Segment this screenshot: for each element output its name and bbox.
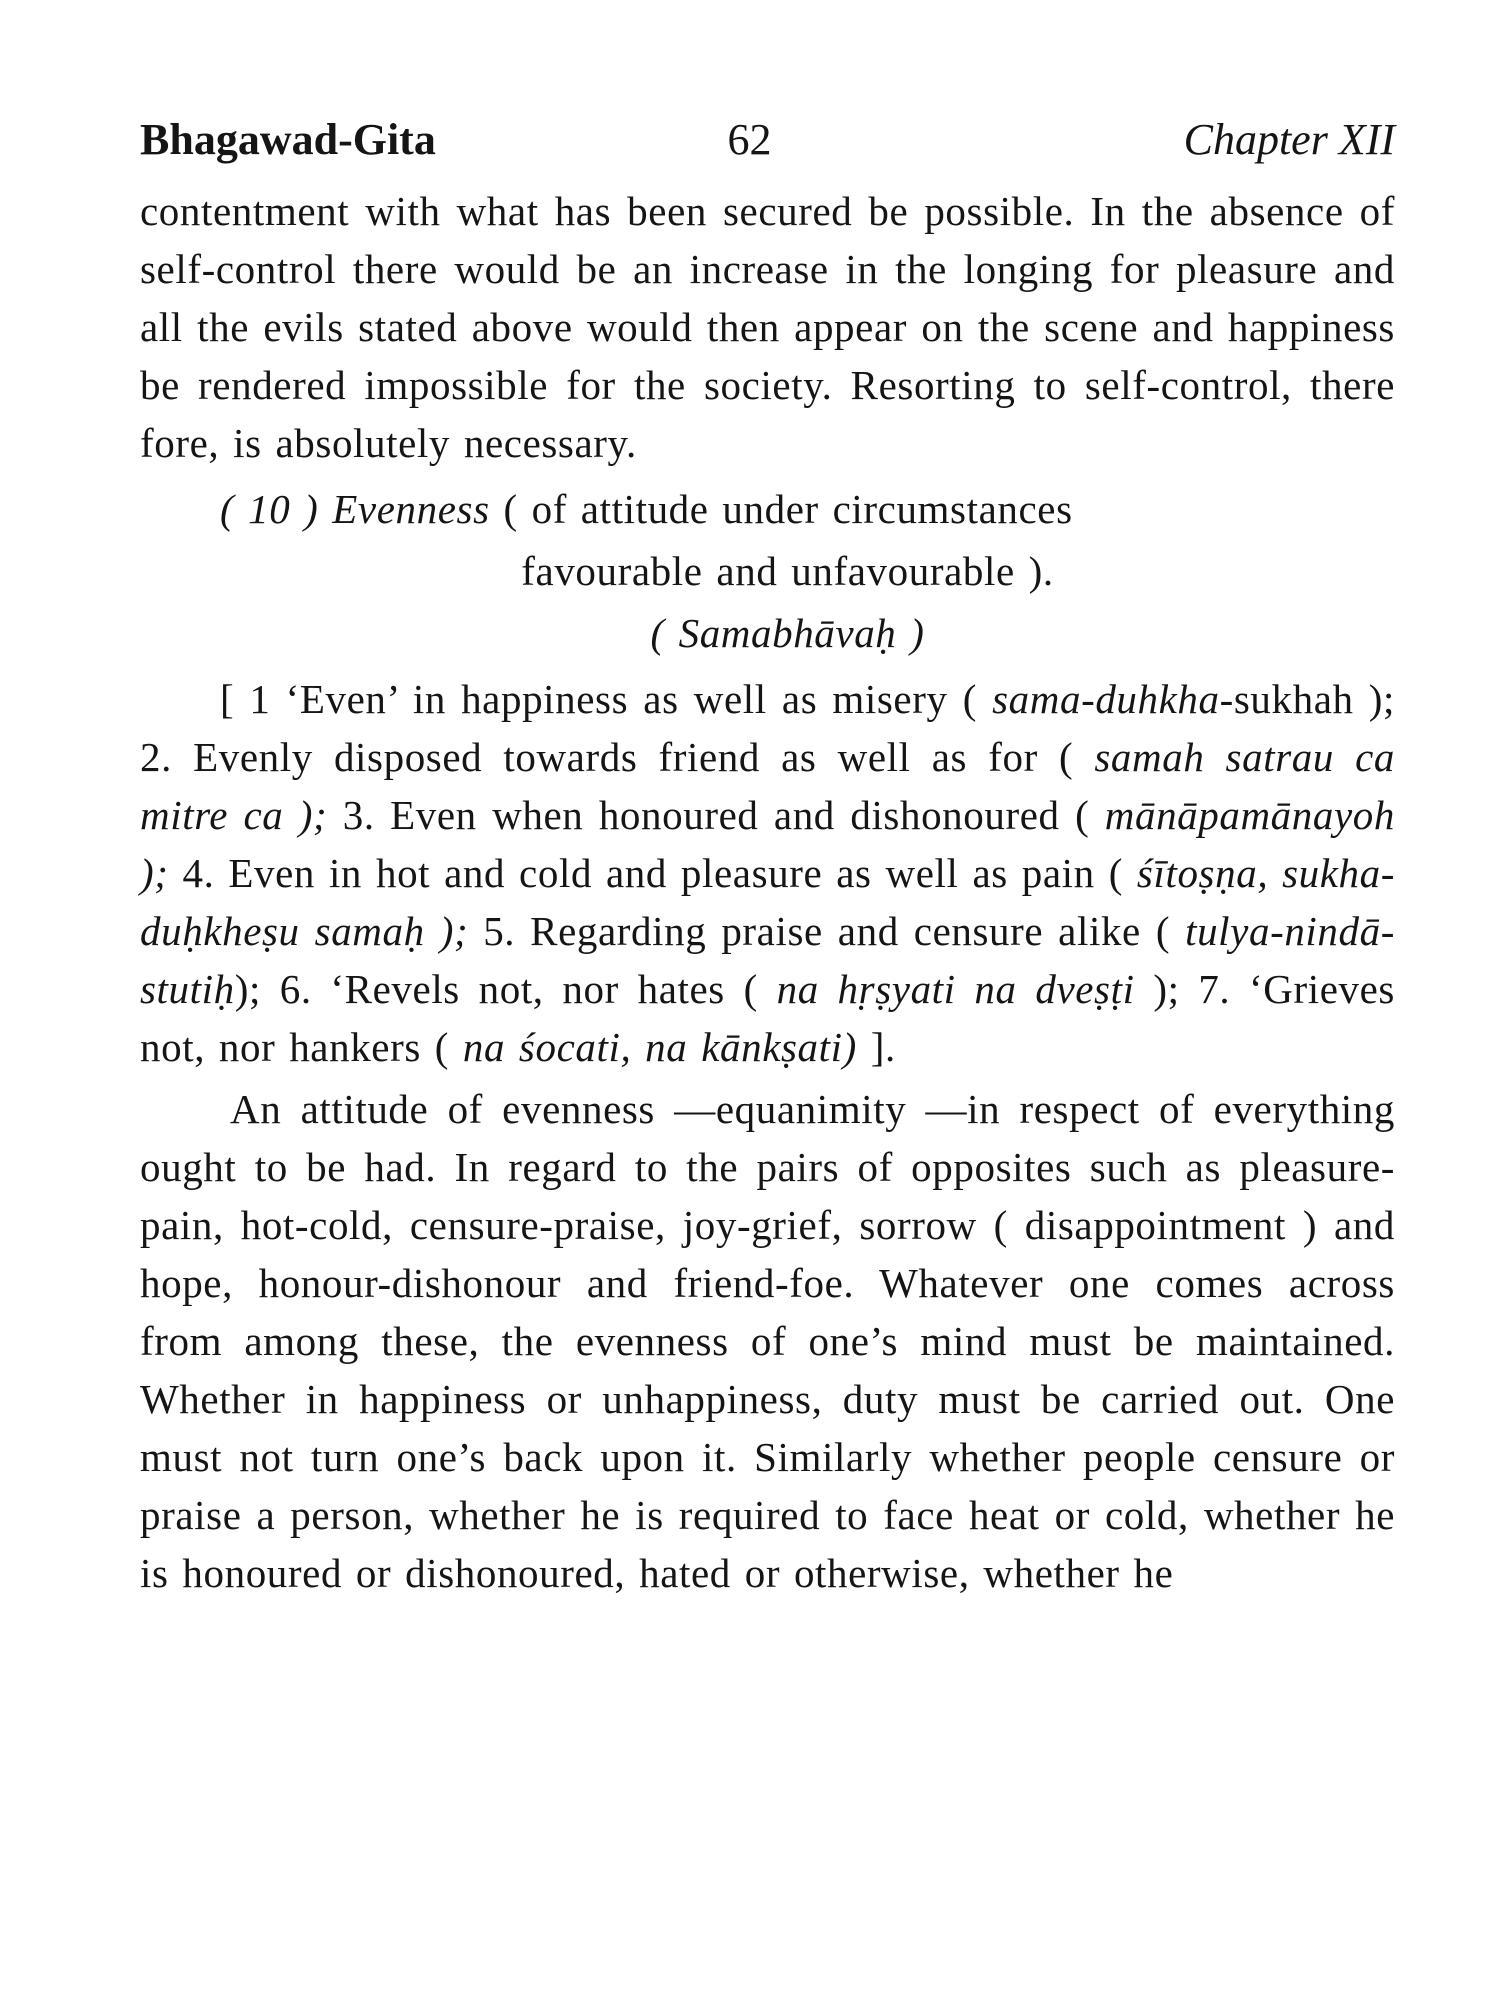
- attr-text-2: -sukhah ); 2. Evenly disposed towards friend as well as for (: [140, 676, 1396, 780]
- section-heading-line-2: favourable and unfavourable ).: [521, 548, 1054, 594]
- attr-sanskrit-6: na hṛṣyati na dveṣṭi: [776, 966, 1135, 1012]
- section-heading-rest: ( of attitude under circumstances: [503, 486, 1073, 532]
- paragraph-evenness: An attitude of evenness —equanimity —in respect of everything ought to be had. In regard to the pairs of opposites such as pleasure-pain, hot-cold, censure-praise, joy-grief, sorrow ( disappointment ) and hope, honour-dishonour and friend-foe. Whatever one comes across from among these, the evenness of one’s mind must be maintained. Whether in happiness or unhappiness, duty must be carried out. One must not turn one’s back upon it. Similarly whether people censure or praise a person, whether he is required to face heat or cold, whether he is honoured or dishonoured, hated or otherwise, whether he: [140, 1086, 1395, 1596]
- section-number: ( 10 ): [220, 486, 319, 532]
- paragraph-self-control: contentment with what has been secured be possible. In the absence of self-control there would be an increase in the longing for pleasure and all the evils stated above would then appear on the scene and happiness be rendered impossible for the society. Resorting to self-control, there fore, is absolutely necessary.: [140, 188, 1395, 466]
- section-sanskrit-term: ( Samabhāvaḥ ): [650, 610, 925, 656]
- attr-text-4: 4. Even in hot and cold and pleasure as well as pain (: [182, 850, 1123, 896]
- chapter-label: Chapter XII: [1183, 115, 1395, 164]
- attr-text-5: 5. Regarding praise and censure alike (: [483, 908, 1171, 954]
- book-page: [140, 110, 1395, 1602]
- attr-text-3: 3. Even when honoured and dishonoured (: [342, 792, 1090, 838]
- attr-sanskrit-4: śītoṣṇa, sukha-duḥkheṣu samaḥ );: [140, 850, 1396, 954]
- attr-sanskrit-5: tulya-nindā-stutiḥ: [140, 908, 1395, 1012]
- attr-text-1: [ 1 ‘Even’ in happiness as well as misery (: [220, 676, 977, 722]
- book-title: Bhagawad-Gita: [140, 115, 436, 164]
- attr-sanskrit-1: sama-duhkha: [992, 676, 1220, 722]
- attr-text-6: ); 6. ‘Revels not, nor hates (: [234, 966, 758, 1012]
- attr-text-8: ].: [870, 1024, 896, 1070]
- section-heading-line-1: [140, 478, 1395, 540]
- running-head: [140, 110, 1395, 170]
- attributes-list: [140, 670, 1395, 1076]
- section-term: Evenness: [332, 486, 490, 532]
- attr-sanskrit-3: mānāpamānayoh );: [140, 792, 1395, 896]
- attr-text-7: ); 7. ‘Grieves not, nor hankers (: [140, 966, 1395, 1070]
- attr-sanskrit-2: samah satrau ca mitre ca );: [140, 734, 1395, 838]
- attr-sanskrit-7: na śocati, na kānkṣati): [462, 1024, 857, 1070]
- page-number: 62: [727, 115, 772, 164]
